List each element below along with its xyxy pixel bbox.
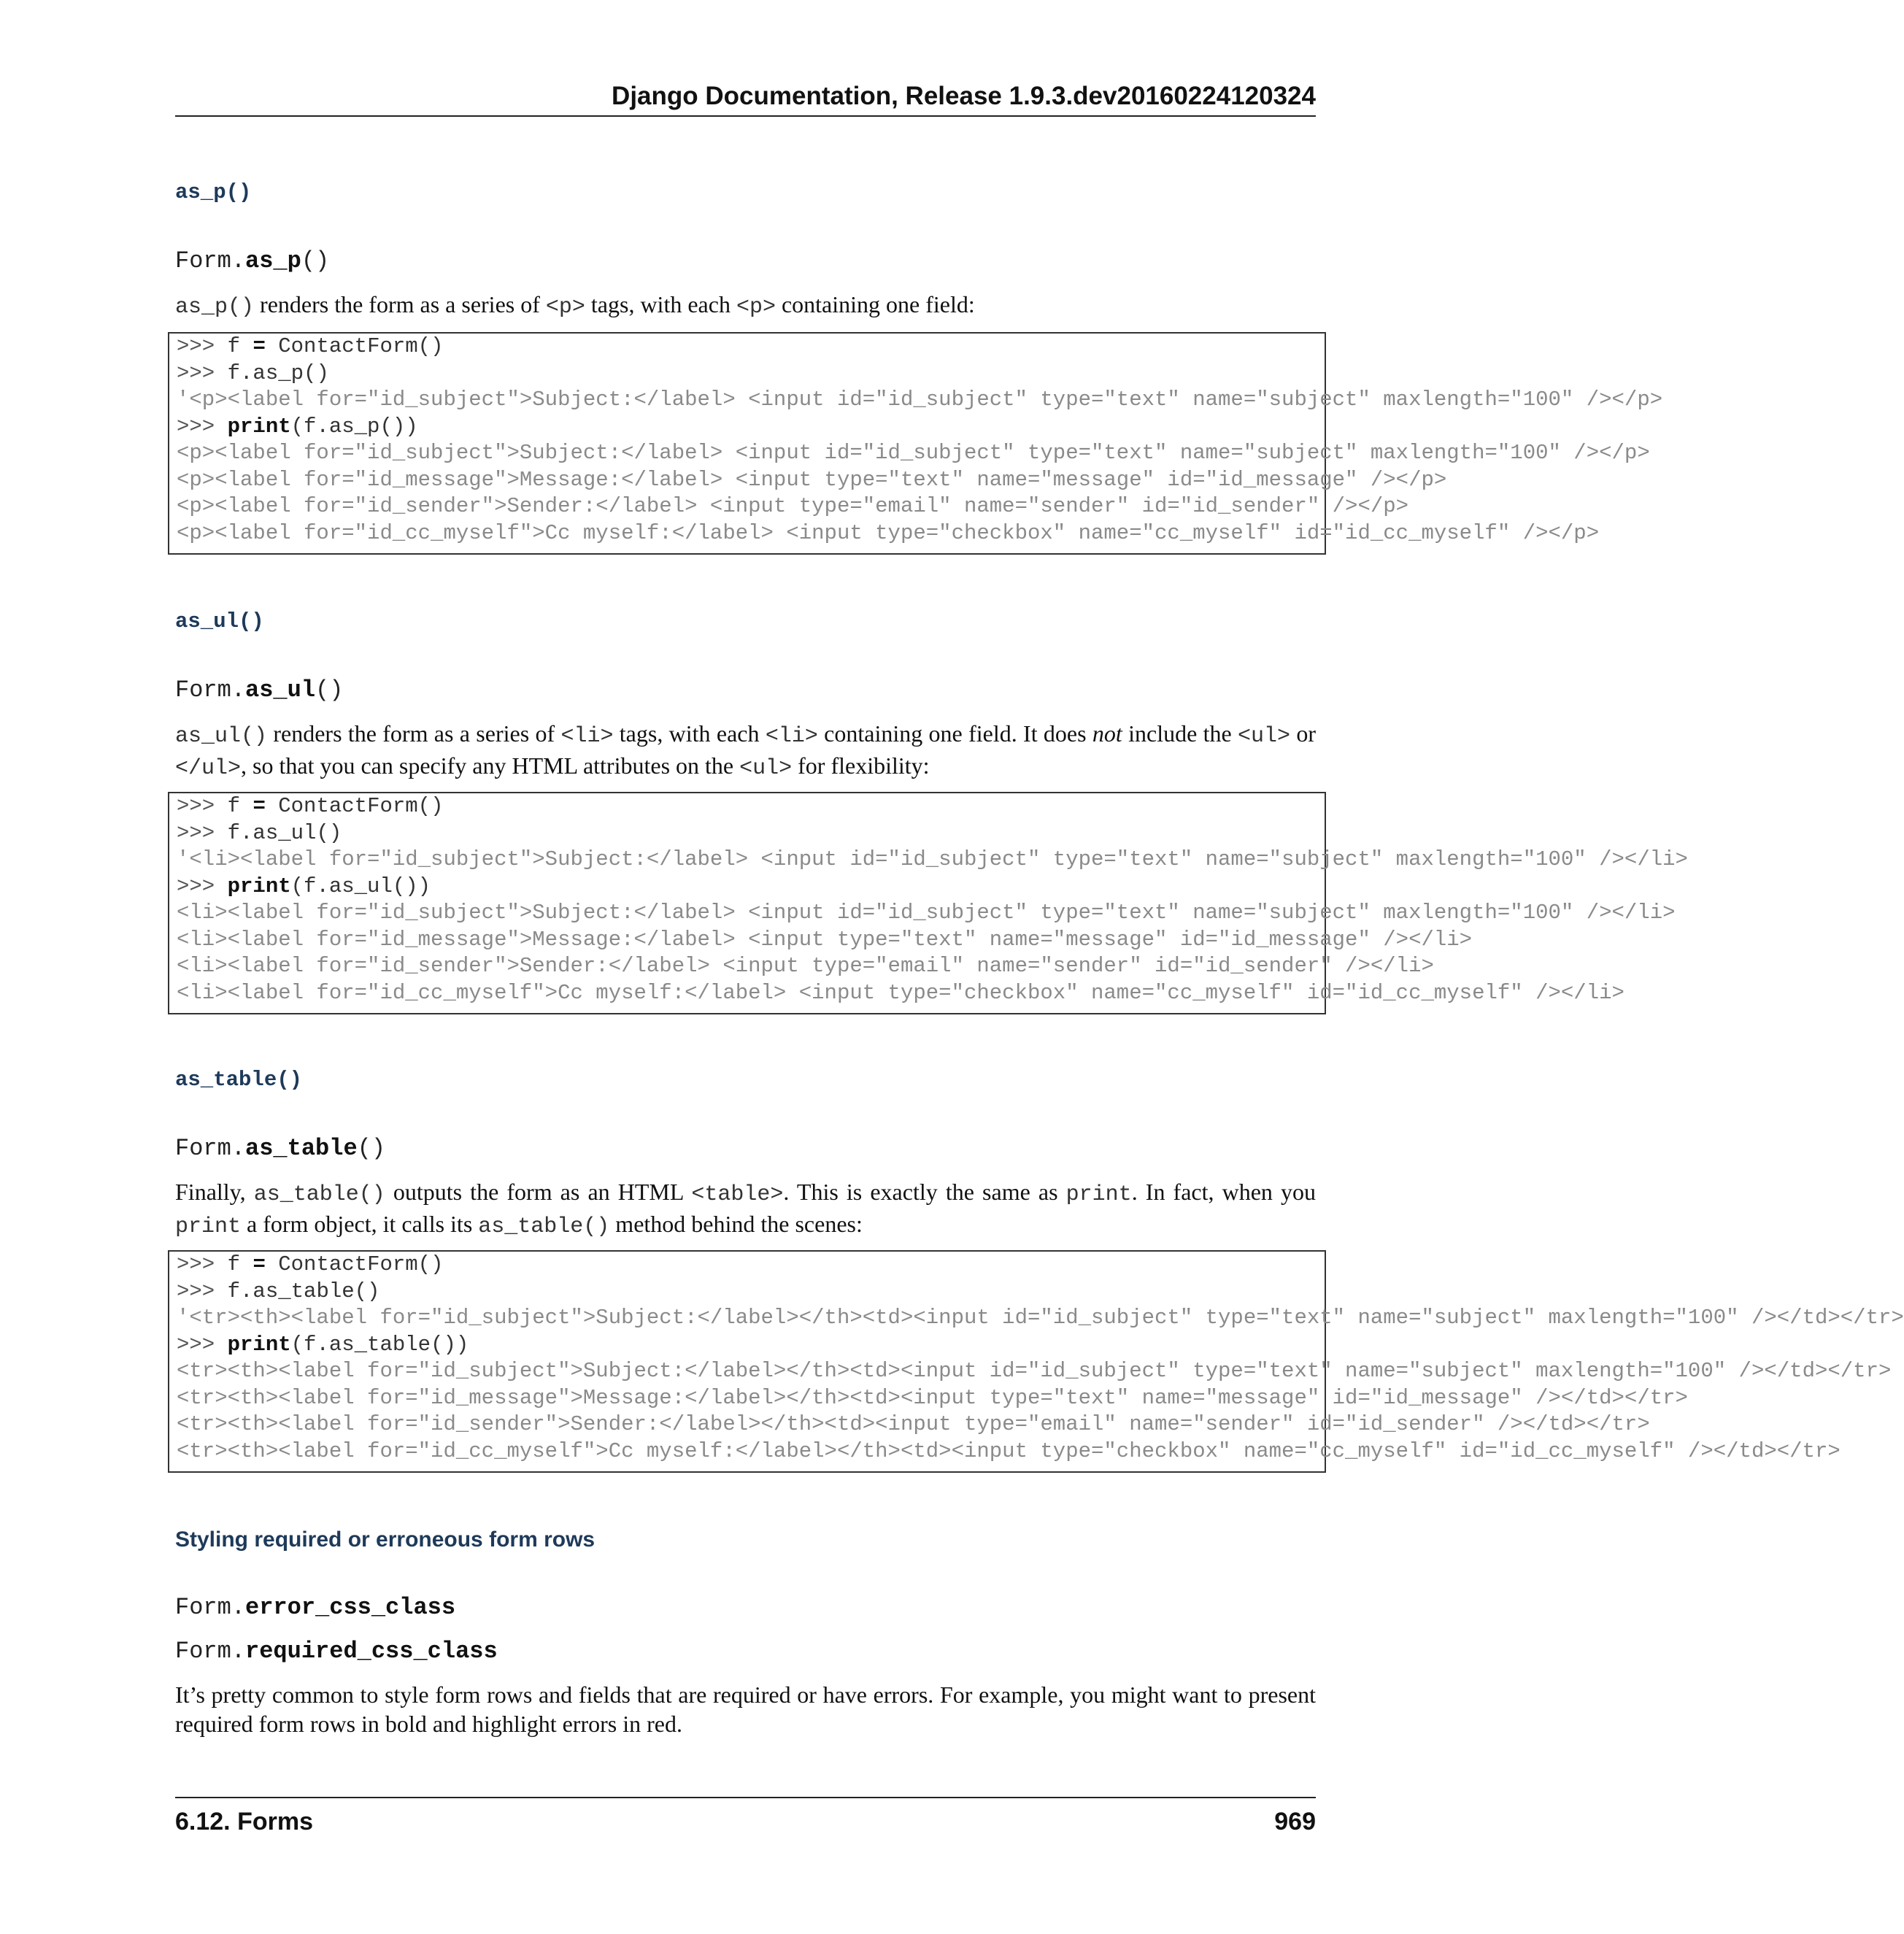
description-styling: It’s pretty common to style form rows and fields that are required or have errors. For example, you might want to present required form rows in bold and highlight errors in red. <box>175 1681 1316 1737</box>
signature-parens: () <box>301 247 330 274</box>
signature-name: error_css_class <box>245 1594 456 1621</box>
inline-code: as_ul() <box>175 724 268 749</box>
text-run: . In fact, when you <box>1131 1179 1317 1205</box>
code-line-output: <p><label for="id_sender">Sender:</label> <input type="email" name="sender" id="id_sender" /></p> <box>177 494 1409 518</box>
emphasis: not <box>1092 720 1122 747</box>
code-line-output: <p><label for="id_cc_myself">Cc myself:</label> <input type="checkbox" name="cc_myself" id="id_cc_myself" /></p> <box>177 520 1600 545</box>
code-block-as-ul <box>168 793 1688 1010</box>
signature-name: required_css_class <box>245 1638 498 1665</box>
footer-section: 6.12. Forms <box>175 1808 313 1835</box>
page-number: 969 <box>1274 1808 1316 1835</box>
text-run: include the <box>1122 720 1238 747</box>
inline-code: </ul> <box>175 756 242 781</box>
section-heading-as-ul: as_ul() <box>175 609 264 633</box>
inline-code: <li> <box>765 724 818 749</box>
section-heading-styling: Styling required or erroneous form rows <box>175 1527 596 1552</box>
code-line-output: <p><label for="id_message">Message:</label> <input type="text" name="message" id="id_message" /></p> <box>177 467 1447 492</box>
text-run: containing one field: <box>775 291 975 317</box>
text-run: renders the form as a series of <box>267 720 561 747</box>
signature-class: Form. <box>175 677 246 704</box>
signature-name: as_table <box>245 1135 358 1162</box>
running-footer <box>175 1797 1316 1835</box>
code-line: >>> f = ContactForm() <box>177 794 444 818</box>
text-run: containing one field. It does <box>817 720 1092 747</box>
code-line: >>> print(f.as_ul()) <box>177 874 431 898</box>
code-line: >>> f.as_table() <box>177 1279 380 1303</box>
inline-code: <p> <box>545 295 585 320</box>
text-run: or <box>1290 720 1317 747</box>
signature-as-table <box>175 1134 385 1163</box>
text-run: for flexibility: <box>792 752 930 779</box>
code-line-output: <p><label for="id_subject">Subject:</label> <input id="id_subject" type="text" name="subject" maxlength="100" /></p> <box>177 441 1650 465</box>
code-line: >>> f = ContactForm() <box>177 1252 444 1276</box>
text-run: tags, with each <box>585 291 736 317</box>
code-line-output: <li><label for="id_message">Message:</label> <input type="text" name="message" id="id_message" /></li> <box>177 927 1473 952</box>
description-as-p <box>175 290 1316 322</box>
code-line: >>> f = ContactForm() <box>177 334 444 358</box>
code-block-as-table <box>168 1252 1904 1468</box>
description-as-table <box>175 1177 1316 1241</box>
attribute-error-css-class <box>175 1593 455 1622</box>
signature-parens: () <box>357 1135 386 1162</box>
section-heading-as-table: as_table() <box>175 1068 303 1092</box>
code-block-as-p <box>168 334 1663 550</box>
code-line-output: <li><label for="id_sender">Sender:</label> <input type="email" name="sender" id="id_sender" /></li> <box>177 954 1434 978</box>
code-line-output: <tr><th><label for="id_message">Message:</label></th><td><input type="text" name="message" id="id_message" /></td></tr> <box>177 1385 1688 1410</box>
code-line-output: '<li><label for="id_subject">Subject:</label> <input id="id_subject" type="text" name="subject" maxlength="100" /></li> <box>177 847 1688 871</box>
description-as-ul <box>175 719 1316 783</box>
inline-code: <ul> <box>739 756 793 781</box>
code-line-output: <tr><th><label for="id_subject">Subject:</label></th><td><input id="id_subject" type="text" name="subject" maxlength="100" /></td></tr> <box>177 1359 1892 1383</box>
inline-code: <ul> <box>1238 724 1291 749</box>
code-line: >>> f.as_ul() <box>177 820 342 845</box>
signature-class: Form. <box>175 1638 246 1665</box>
text-run: tags, with each <box>613 720 766 747</box>
text-run: Finally, <box>175 1179 254 1205</box>
signature-name: as_p <box>245 247 301 274</box>
code-line-output: <tr><th><label for="id_cc_myself">Cc myself:</label></th><td><input type="checkbox" name="cc_myself" id="id_cc_myself" /></td></tr> <box>177 1438 1841 1463</box>
code-line-output: <li><label for="id_cc_myself">Cc myself:</label> <input type="checkbox" name="cc_myself" id="id_cc_myself" /></li> <box>177 980 1624 1005</box>
code-line: >>> print(f.as_table()) <box>177 1332 469 1357</box>
inline-code: <table> <box>691 1182 784 1207</box>
section-heading-as-p: as_p() <box>175 180 252 204</box>
text-run: . This is exactly the same as <box>783 1179 1066 1205</box>
header-title: Django Documentation, Release 1.9.3.dev20160224120324 <box>612 82 1316 110</box>
inline-code: as_table() <box>478 1214 610 1239</box>
signature-class: Form. <box>175 247 246 274</box>
code-line-output: <li><label for="id_subject">Subject:</label> <input id="id_subject" type="text" name="subject" maxlength="100" /></li> <box>177 901 1676 925</box>
signature-parens: () <box>315 677 344 704</box>
text-run: , so that you can specify any HTML attributes on the <box>241 752 740 779</box>
attribute-required-css-class <box>175 1637 498 1666</box>
code-line-output: '<p><label for="id_subject">Subject:</label> <input id="id_subject" type="text" name="subject" maxlength="100" /></p> <box>177 388 1663 412</box>
inline-code: as_p() <box>175 295 255 320</box>
code-line: >>> print(f.as_p()) <box>177 414 418 439</box>
text-run: renders the form as a series of <box>254 291 546 317</box>
inline-code: as_table() <box>253 1182 385 1207</box>
text-run: a form object, it calls its <box>241 1211 479 1237</box>
inline-code: <p> <box>736 295 776 320</box>
code-line-output: '<tr><th><label for="id_subject">Subject:</label></th><td><input id="id_subject" type="text" name="subject" maxlength="100" /></td></tr> <box>177 1306 1904 1330</box>
inline-code: print <box>175 1214 242 1239</box>
text-run: outputs the form as an HTML <box>385 1179 692 1205</box>
inline-code: print <box>1065 1182 1132 1207</box>
signature-as-ul <box>175 676 343 705</box>
inline-code: <li> <box>560 724 614 749</box>
signature-class: Form. <box>175 1594 246 1621</box>
signature-class: Form. <box>175 1135 246 1162</box>
text-run: method behind the scenes: <box>609 1211 863 1237</box>
signature-as-p <box>175 247 329 276</box>
code-line: >>> f.as_p() <box>177 361 329 385</box>
running-header <box>175 80 1316 117</box>
code-line-output: <tr><th><label for="id_sender">Sender:</label></th><td><input type="email" name="sender" id="id_sender" /></td></tr> <box>177 1412 1650 1436</box>
signature-name: as_ul <box>245 677 316 704</box>
